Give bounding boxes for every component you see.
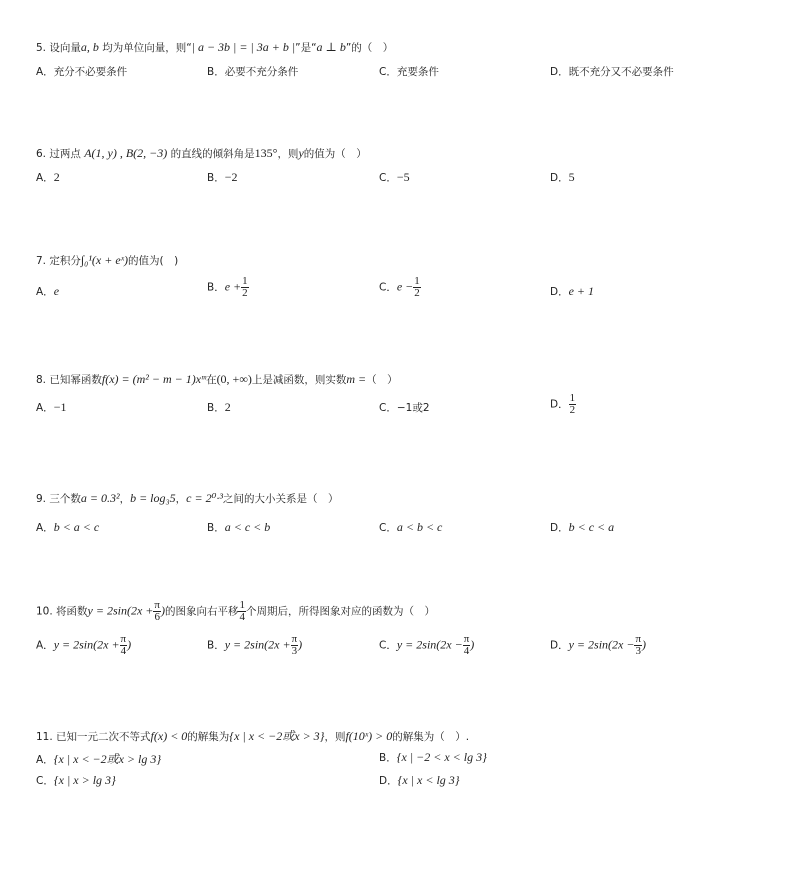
- q8-mid: 在: [206, 374, 217, 386]
- fraction-numerator: π: [154, 599, 160, 611]
- option-text: y = 2sin(2x +: [53, 637, 120, 652]
- option-text: −2: [224, 170, 238, 184]
- q9-suffix: 之间的大小关系是（ ）: [223, 493, 339, 505]
- q7-math-integral: ∫₀¹(x + eˣ): [80, 253, 129, 267]
- fraction-denominator: 4: [463, 645, 470, 657]
- q8-mid2: 上是减函数，则实数: [251, 374, 347, 386]
- q8-option-d[interactable]: [550, 393, 576, 416]
- fraction: [413, 276, 421, 299]
- q11-math-ineq: f(x) < 0: [150, 729, 188, 743]
- q10-prefix: 10. 将函数: [36, 605, 88, 618]
- question-5-stem: [36, 40, 393, 55]
- option-label: B．: [207, 639, 225, 652]
- q5-math-vectors: a, b: [80, 40, 99, 54]
- q6-option-b[interactable]: [207, 170, 238, 185]
- question-6-stem: [36, 146, 367, 161]
- q8-math-m: m =: [346, 372, 367, 386]
- option-text: e + 1: [568, 284, 595, 298]
- option-text: y = 2sin(2x −: [396, 637, 463, 652]
- fraction: [291, 634, 299, 657]
- option-label: A．: [36, 286, 54, 298]
- option-text: 充要条件: [396, 66, 439, 78]
- fraction: [634, 634, 642, 657]
- option-tail: ): [127, 637, 132, 652]
- q9-option-c[interactable]: [379, 520, 442, 535]
- fraction: [241, 276, 249, 299]
- option-text: a < b < c: [396, 520, 443, 534]
- option-text: 必要不充分条件: [224, 66, 299, 78]
- option-label: A．: [36, 66, 54, 78]
- option-text: 2: [53, 170, 60, 184]
- q8-math-function: f(x) = (m² − m − 1)xᵐ: [101, 372, 207, 386]
- option-text: {x | −2 < x < lg 3}: [396, 750, 487, 764]
- fraction: [153, 600, 161, 623]
- q10-math-close: ): [160, 603, 165, 618]
- option-label: A．: [36, 639, 54, 652]
- option-label: D．: [550, 66, 569, 78]
- q6-mid: 的直线的倾斜角是: [167, 148, 255, 160]
- q11-option-d[interactable]: [379, 773, 460, 788]
- question-10-stem: [36, 600, 435, 623]
- option-label: B．: [207, 281, 225, 294]
- q7-prefix: 7. 定积分: [36, 255, 81, 267]
- q8-math-interval: (0, +∞): [216, 372, 252, 386]
- option-text: {x | x > lg 3}: [53, 773, 116, 787]
- q5-math-condition: | a − 3b | = | 3a + b |: [191, 40, 296, 54]
- q5-option-c[interactable]: [379, 64, 439, 79]
- option-label: A．: [36, 754, 54, 766]
- option-text: 5: [568, 170, 575, 184]
- q11-mid: 的解集为: [187, 731, 230, 743]
- option-text: {x | x < −2或x > lg 3}: [53, 752, 162, 766]
- q11-option-b[interactable]: [379, 750, 487, 765]
- option-label: B．: [379, 752, 397, 764]
- fraction-numerator: π: [635, 633, 642, 645]
- q8-option-b[interactable]: [207, 400, 231, 415]
- q5-option-b[interactable]: [207, 64, 298, 79]
- q8-prefix: 8. 已知幂函数: [36, 374, 102, 386]
- q8-option-a[interactable]: [36, 400, 66, 415]
- q10-suffix: 个周期后，所得图象对应的函数为（ ）: [245, 605, 435, 618]
- fraction-denominator: 2: [414, 287, 420, 299]
- option-text: 充分不必要条件: [53, 66, 128, 78]
- fraction: [569, 393, 577, 416]
- q10-math-function: y = 2sin(2x +: [87, 603, 154, 618]
- fraction-denominator: 2: [569, 404, 576, 416]
- fraction-numerator: π: [463, 633, 470, 645]
- option-text: {x | x < lg 3}: [397, 773, 460, 787]
- q9-option-a[interactable]: [36, 520, 99, 535]
- fraction-denominator: 3: [291, 645, 298, 657]
- q8-suffix: （ ）: [366, 374, 398, 386]
- option-label: B．: [207, 172, 225, 184]
- q6-mid2: ，则: [277, 148, 299, 160]
- fraction-denominator: 4: [239, 611, 245, 623]
- fraction: [238, 600, 246, 623]
- q9-math-b: b = log₃5: [130, 491, 176, 505]
- option-tail: ): [298, 637, 303, 652]
- option-text: e: [53, 284, 60, 298]
- q5-prefix: 5. 设向量: [36, 42, 81, 54]
- q6-math-angle: 135°: [254, 146, 278, 160]
- option-label: B．: [207, 522, 225, 534]
- question-11-stem: [36, 727, 469, 744]
- q9-option-b[interactable]: [207, 520, 270, 535]
- q5-option-d[interactable]: [550, 64, 674, 79]
- q10-option-c[interactable]: [379, 634, 474, 657]
- q5-math-perp: a ⊥ b: [316, 40, 346, 54]
- q11-prefix: 11. 已知一元二次不等式: [36, 731, 151, 743]
- option-label: C．: [379, 639, 397, 652]
- question-8-stem: [36, 372, 398, 387]
- option-label: D．: [550, 172, 569, 184]
- q11-option-c[interactable]: [36, 773, 116, 788]
- fraction-numerator: π: [291, 633, 298, 645]
- q6-math-y: y: [298, 146, 304, 160]
- option-label: C．: [379, 172, 397, 184]
- option-label: C．: [379, 402, 397, 414]
- fraction-denominator: 2: [242, 287, 248, 299]
- option-label: A．: [36, 402, 54, 414]
- fraction-numerator: π: [120, 633, 127, 645]
- fraction-denominator: 4: [120, 645, 127, 657]
- q8-option-c[interactable]: [379, 400, 430, 415]
- fraction-numerator: 1: [569, 392, 576, 404]
- option-label: D．: [550, 286, 569, 298]
- option-label: D．: [550, 522, 569, 534]
- option-tail: ): [470, 637, 475, 652]
- q7-option-a[interactable]: [36, 284, 59, 299]
- option-text: a < c < b: [224, 520, 271, 534]
- option-text: b < c < a: [568, 520, 615, 534]
- q5-option-a[interactable]: [36, 64, 127, 79]
- option-text: y = 2sin(2x −: [568, 637, 635, 652]
- option-label: D．: [550, 398, 569, 411]
- fraction-numerator: 1: [242, 275, 248, 287]
- option-text: −1: [53, 400, 67, 414]
- q5-suffix: ”的（ ）: [345, 42, 394, 54]
- option-label: B．: [207, 66, 225, 78]
- option-label: D．: [550, 639, 569, 652]
- q10-option-d[interactable]: [550, 634, 646, 657]
- option-label: A．: [36, 522, 54, 534]
- q6-option-a[interactable]: [36, 170, 60, 185]
- q6-option-c[interactable]: [379, 170, 410, 185]
- q11-math-set: {x | x < −2或x > 3}: [229, 729, 325, 743]
- option-text: e −: [396, 279, 414, 294]
- q5-mid2: ”是“: [295, 42, 317, 54]
- fraction-numerator: 1: [239, 599, 245, 611]
- q7-suffix: 的值为( ): [128, 255, 179, 267]
- q7-option-d[interactable]: [550, 284, 594, 299]
- q11-mid2: ，则: [324, 731, 346, 743]
- q9-mid: ，: [119, 493, 131, 505]
- q7-option-c[interactable]: [379, 276, 421, 299]
- option-label: C．: [379, 66, 397, 78]
- fraction-denominator: 6: [154, 611, 160, 623]
- option-label: B．: [207, 402, 225, 414]
- option-text: y = 2sin(2x +: [224, 637, 291, 652]
- option-text: −5: [396, 170, 410, 184]
- fraction: [120, 634, 128, 657]
- option-label: D．: [379, 775, 398, 787]
- q6-math-points: A(1, y) , B(2, −3): [84, 146, 168, 160]
- q5-mid: 均为单位向量，则“: [98, 42, 192, 54]
- fraction-numerator: 1: [414, 275, 420, 287]
- q9-mid2: ，: [175, 493, 187, 505]
- question-7-stem: [36, 253, 178, 268]
- q9-option-d[interactable]: [550, 520, 614, 535]
- q11-option-a[interactable]: [36, 750, 161, 767]
- option-text: 既不充分又不必要条件: [568, 66, 674, 78]
- option-label: C．: [379, 522, 397, 534]
- q10-option-b[interactable]: [207, 634, 302, 657]
- option-text: b < a < c: [53, 520, 100, 534]
- q10-mid: 的图象向右平移: [164, 605, 239, 618]
- q6-option-d[interactable]: [550, 170, 575, 185]
- q11-suffix: 的解集为（ ）.: [392, 731, 470, 743]
- option-text: e +: [224, 279, 242, 294]
- question-9-stem: [36, 491, 339, 506]
- option-label: C．: [36, 775, 54, 787]
- q6-suffix: 的值为（ ）: [303, 148, 367, 160]
- fraction-denominator: 3: [635, 645, 641, 657]
- q11-math-f10x: f(10ˣ) > 0: [345, 729, 393, 743]
- option-label: A．: [36, 172, 54, 184]
- q9-math-c: c = 2⁰·³: [186, 491, 224, 505]
- q6-prefix: 6. 过两点: [36, 148, 85, 160]
- option-tail: ): [642, 637, 647, 652]
- q9-math-a: a = 0.3²: [80, 491, 120, 505]
- option-text: −1或2: [396, 402, 430, 414]
- q9-prefix: 9. 三个数: [36, 493, 81, 505]
- q7-option-b[interactable]: [207, 276, 249, 299]
- q10-option-a[interactable]: [36, 634, 131, 657]
- option-label: C．: [379, 281, 397, 294]
- option-text: 2: [224, 400, 231, 414]
